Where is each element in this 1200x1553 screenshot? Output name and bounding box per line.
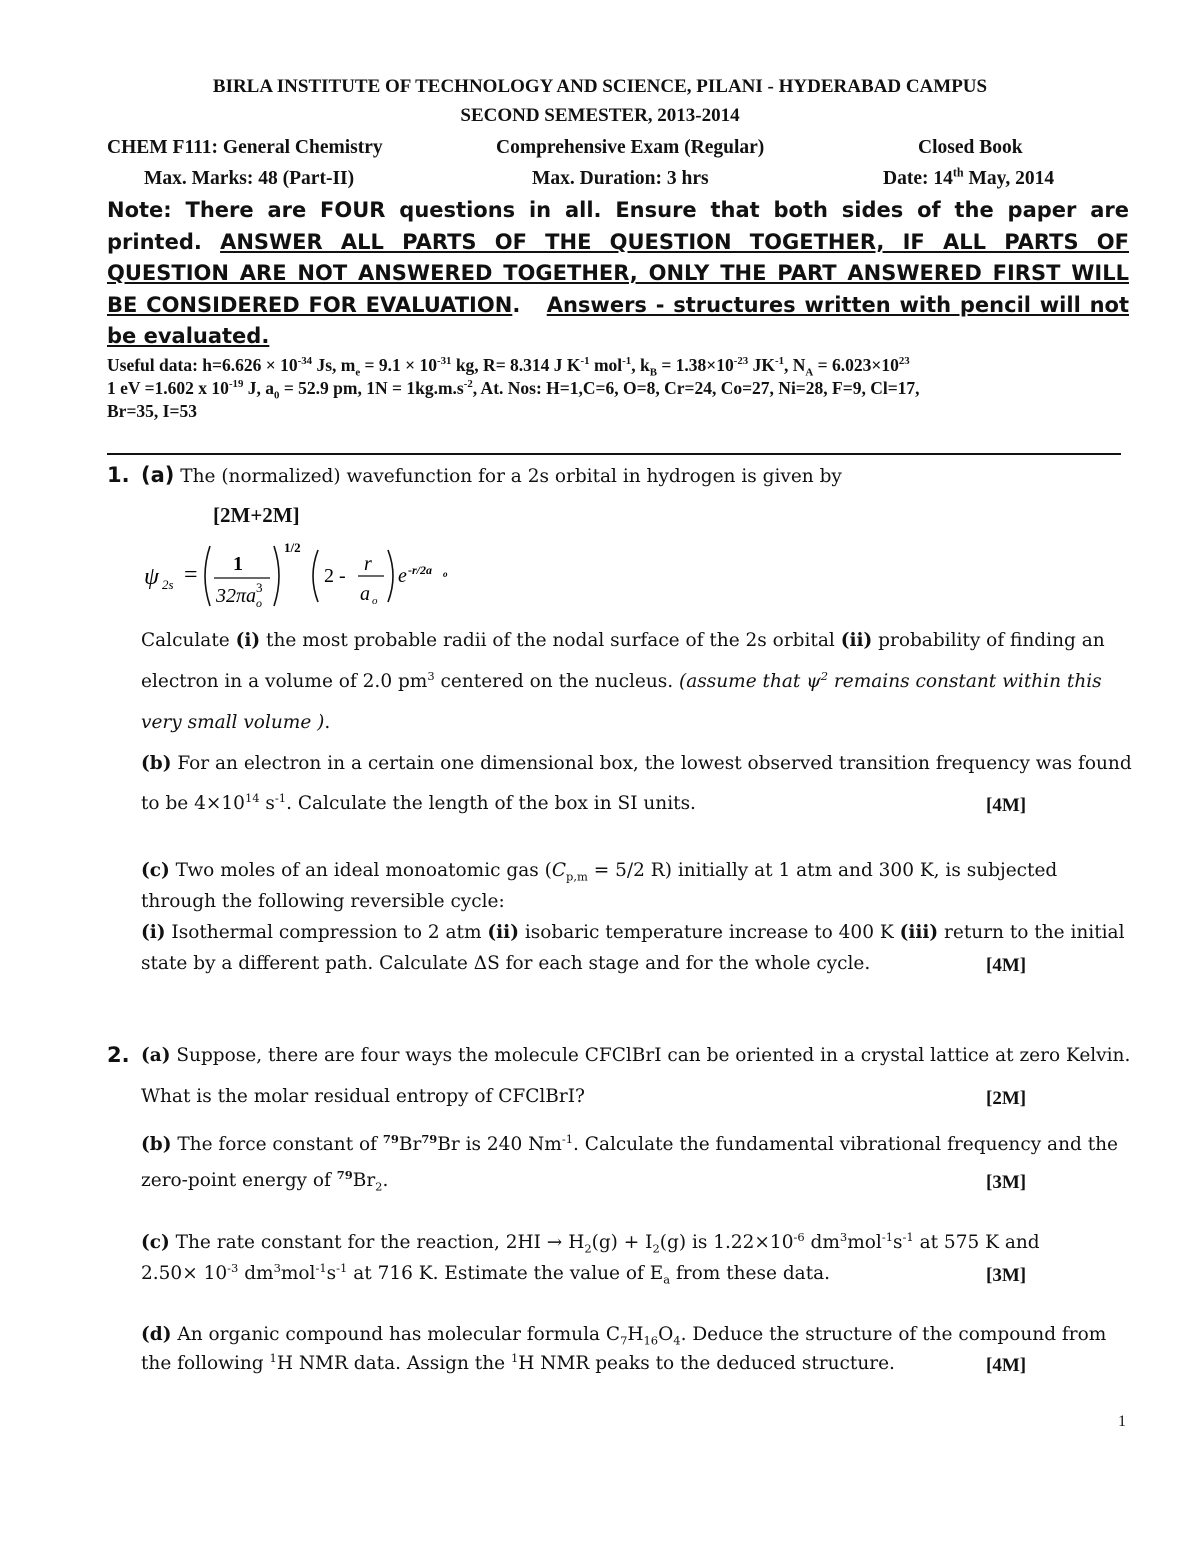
q2a-line-2: What is the molar residual entropy of CFClBrI? <box>141 1086 585 1107</box>
q1c-line-2: through the following reversible cycle: <box>141 891 505 912</box>
q2a-line-1: (a) Suppose, there are four ways the molecule CFClBrI can be oriented in a crystal lattice at zero Kelvin. <box>141 1045 1131 1066</box>
q2d-line-2: the following $^1$H NMR data. Assign the $^1$H NMR peaks to the deduced structure. <box>141 1350 895 1374</box>
psi-subscript: 2s <box>162 577 174 592</box>
q2b-marks: [3M] <box>986 1172 1027 1193</box>
exam-date: Date: 14th May, 2014 <box>883 165 1055 189</box>
q1a-intro: (a) The (normalized) wavefunction for a 2s orbital in hydrogen is given by <box>141 463 842 487</box>
exam-type: Comprehensive Exam (Regular) <box>496 137 765 158</box>
header-divider <box>107 453 1121 455</box>
equals-sign: = <box>184 562 198 588</box>
page-number: 1 <box>1118 1413 1126 1430</box>
course-title: CHEM F111: General Chemistry <box>107 137 383 158</box>
r-symbol: r <box>364 553 372 575</box>
q2c-line-2: $2.50\times 10^{-3}$ $dm^3mol^{-1}s^{-1}$ at 716 K. Estimate the value of $E_a$ from these data. <box>141 1260 831 1287</box>
denominator-sup: 3 <box>256 580 263 595</box>
numerator-one: 1 <box>233 553 243 575</box>
q2a-marks: [2M] <box>986 1088 1027 1109</box>
exponent-half: 1/2 <box>284 540 301 555</box>
denominator: 32πa <box>216 585 257 607</box>
psi-symbol: ψ <box>144 564 159 590</box>
header-info-row <box>107 165 1096 190</box>
q2b-line-1: (b) The force constant of $^{79}$Br$^{79}$Br is 240 $Nm^{-1}$. Calculate the fundamental vibrational frequency and the <box>141 1131 1119 1155</box>
semester-title: SECOND SEMESTER, 2013-2014 <box>460 105 740 126</box>
question-2-number: 2. <box>107 1043 130 1067</box>
q1c-line-3: (i) Isothermal compression to 2 atm (ii) isobaric temperature increase to 400 K (iii) return to the initial <box>141 922 1125 943</box>
left-paren-1 <box>205 546 210 606</box>
q1a-marks: [2M+2M] <box>213 503 300 527</box>
e-exponent: -r/2a <box>408 563 432 577</box>
e-exponent-sub: o <box>443 569 448 579</box>
q1b-marks: [4M] <box>986 795 1027 816</box>
q2c-marks: [3M] <box>986 1265 1027 1286</box>
useful-data-line-3: Br=35, I=53 <box>107 401 197 421</box>
institute-title: BIRLA INSTITUTE OF TECHNOLOGY AND SCIENCE, PILANI - HYDERABAD CAMPUS <box>212 76 988 97</box>
denominator-sub: o <box>256 596 262 610</box>
e-symbol: e <box>398 565 407 587</box>
right-paren-2 <box>388 550 393 602</box>
exam-note: Note: There are FOUR questions in all. Ensure that both sides of the paper are printed. ANSWER ALL PARTS OF THE QUESTION TOGETHER, IF ALL PARTS OF QUESTION ARE NOT ANSWERED TOGETHER, ONLY THE PART ANSWERED FIRST WILL BE CONSIDERED FOR EVALUATION. Answers - structures written with pencil will not be evaluated. <box>107 198 1130 348</box>
left-paren-2 <box>313 550 318 602</box>
useful-data-line-1: Useful data: $h=6.626 \times 10^{-34}$ Js, $m_e = 9.1 \times 10^{-31}$ kg, R= 8.314 J $K^{-1}$ mol$^{-1}$, $k_B = 1.38\times 10^{-23}$ $JK^{-1}$, $N_A = 6.023\times 10^{23}$ <box>107 355 910 379</box>
max-duration: Max. Duration: 3 hrs <box>532 168 709 189</box>
useful-data <box>107 354 1137 423</box>
q1c-marks: [4M] <box>986 955 1027 976</box>
q1a-calc-line-2: electron in a volume of 2.0 $pm^3$ centered on the nucleus. (assume that $\psi^2$ remains constant within this <box>141 668 1102 692</box>
q2d-line-1: (d) An organic compound has molecular formula $C_7H_{16}O_4$. Deduce the structure of the compound from <box>141 1324 1107 1348</box>
q1a-calc-line-3: very small volume ). <box>141 712 331 733</box>
q1c-line-1: (c) Two moles of an ideal monoatomic gas ($C_{p,m} = 5/2$ R) initially at 1 atm and 300 K, is subjected <box>141 860 1058 884</box>
book-type: Closed Book <box>918 137 1023 158</box>
a-o-subscript: o <box>372 595 378 607</box>
q1a-calc-line-1: Calculate (i) the most probable radii of the nodal surface of the 2s orbital (ii) probability of finding an <box>141 630 1105 651</box>
question-1-number: 1. <box>107 463 130 487</box>
q2b-line-2: zero-point energy of $^{79}Br_2$. <box>141 1167 389 1194</box>
a-o-symbol: a <box>360 583 370 605</box>
wavefunction-formula <box>140 540 500 612</box>
q2d-marks: [4M] <box>986 1355 1027 1376</box>
q1b-line-2: to be $4\times 10^{14}$ $s^{-1}$. Calculate the length of the box in SI units. <box>141 790 696 814</box>
q2c-line-1: (c) The rate constant for the reaction, $2HI \to H_2(g) + I_2(g)$ is $1.22\times 10^{-6}$ $dm^3mol^{-1}s^{-1}$ at 575 K and <box>141 1229 1040 1256</box>
two-minus: 2 - <box>324 565 346 587</box>
q1c-line-4: state by a different path. Calculate ΔS for each stage and for the whole cycle. <box>141 953 871 974</box>
right-paren-1 <box>274 546 279 606</box>
q1b-line-1: (b) For an electron in a certain one dimensional box, the lowest observed transition frequency was found <box>141 753 1132 774</box>
useful-data-line-2: 1 eV =1.602 x $10^{-19}$ J, $a_0 = 52.9$ pm, $1N = 1kg.m.s^{-2}$, At. Nos: H=1,C=6, O=8, Cr=24, Co=27, Ni=28, F=9, Cl=17, <box>107 378 920 402</box>
max-marks: Max. Marks: 48 (Part-II) <box>144 168 355 189</box>
